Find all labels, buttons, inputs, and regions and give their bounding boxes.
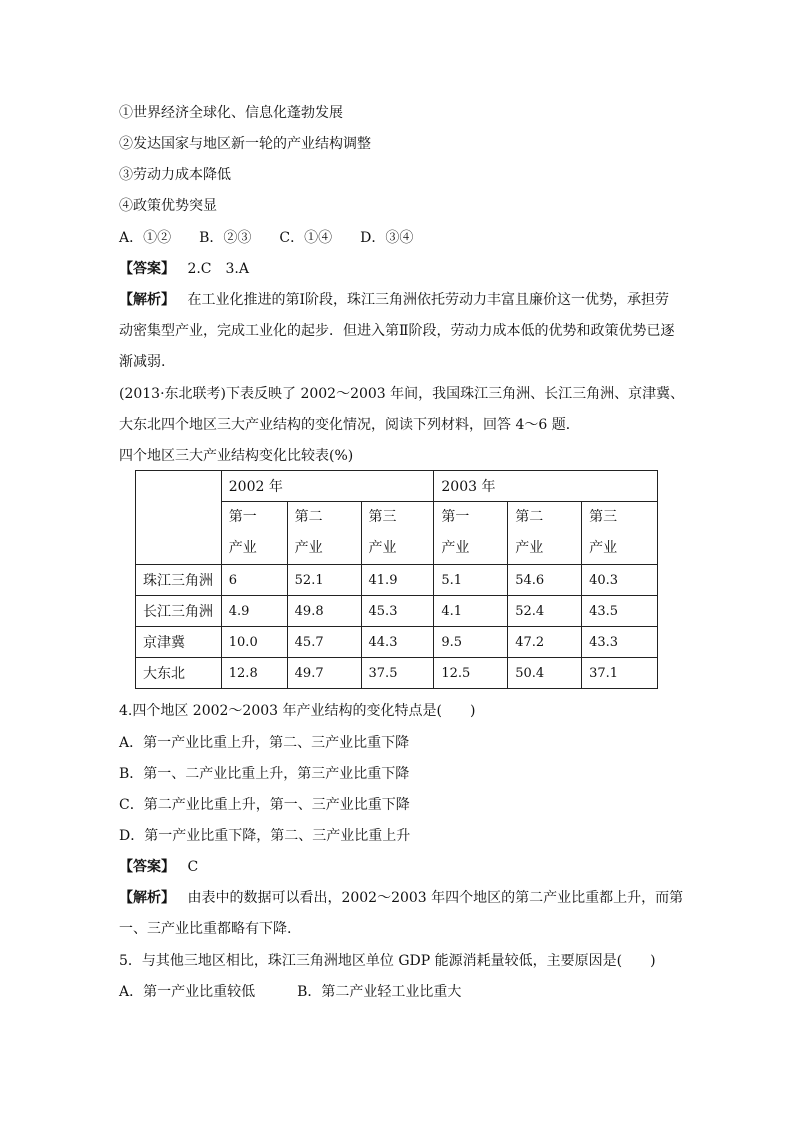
analysis-text-line: 由表中的数据可以看出，2002～2003 年四个地区的第二产业比重都上升，而第: [187, 890, 684, 906]
value-cell: 12.5: [434, 658, 508, 689]
table-row: [136, 565, 658, 596]
year-header: 2002 年: [221, 471, 434, 502]
table-row: [136, 658, 658, 689]
value-cell: 54.6: [508, 565, 582, 596]
value-cell: 45.3: [361, 596, 434, 627]
q4-stem: 4.四个地区 2002～2003 年产业结构的变化特点是( ): [119, 703, 476, 719]
value-cell: 44.3: [361, 627, 434, 658]
value-cell: 4.9: [221, 596, 287, 627]
q4-option-c: C．第二产业比重上升，第一、三产业比重下降: [119, 797, 410, 813]
option-line-2: ②发达国家与地区新一轮的产业结构调整: [119, 136, 371, 152]
value-cell: 4.1: [434, 596, 508, 627]
value-cell: 37.1: [582, 658, 658, 689]
q3-choices: A．①② B．②③ C．①④ D．③④: [119, 230, 414, 246]
sector-header: 第二 产业: [287, 502, 361, 565]
analysis-tag: 【解析】: [119, 890, 175, 906]
value-cell: 10.0: [221, 627, 287, 658]
intro-line: (2013·东北联考)下表反映了 2002～2003 年间，我国珠江三角洲、长江三角洲、京津冀、: [119, 386, 685, 402]
analysis-text-line: 在工业化推进的第Ⅰ阶段，珠江三角洲依托劳动力丰富且廉价这一优势，承担劳: [187, 292, 669, 308]
analysis-tag: 【解析】: [119, 292, 175, 308]
sector-header: 第一 产业: [434, 502, 508, 565]
value-cell: 45.7: [287, 627, 361, 658]
year-header: 2003 年: [434, 471, 658, 502]
value-cell: 49.8: [287, 596, 361, 627]
option-line-1: ①世界经济全球化、信息化蓬勃发展: [119, 105, 343, 121]
answer-block-1: [119, 260, 249, 278]
q4-option-d: D．第一产业比重下降，第二、三产业比重上升: [119, 828, 411, 844]
answer-tag: 【答案】: [119, 261, 175, 277]
sector-header: 第三 产业: [582, 502, 658, 565]
q4-option-a: A．第一产业比重上升，第二、三产业比重下降: [119, 735, 410, 751]
analysis-text-line: 动密集型产业，完成工业化的起步．但进入第Ⅱ阶段，劳动力成本低的优势和政策优势已逐: [119, 323, 675, 339]
answer-text: C: [187, 859, 199, 875]
value-cell: 43.3: [582, 627, 658, 658]
value-cell: 37.5: [361, 658, 434, 689]
value-cell: 52.1: [287, 565, 361, 596]
analysis-block-1: [119, 291, 669, 309]
region-cell: 大东北: [136, 658, 222, 689]
value-cell: 41.9: [361, 565, 434, 596]
analysis-text-line: 一、三产业比重都略有下降.: [119, 921, 292, 937]
value-cell: 47.2: [508, 627, 582, 658]
region-cell: 珠江三角洲: [136, 565, 222, 596]
region-cell: 京津冀: [136, 627, 222, 658]
option-line-4: ④政策优势突显: [119, 198, 217, 214]
value-cell: 49.7: [287, 658, 361, 689]
answer-block-2: [119, 858, 198, 876]
value-cell: 9.5: [434, 627, 508, 658]
sector-header: 第二 产业: [508, 502, 582, 565]
value-cell: 43.5: [582, 596, 658, 627]
q5-options: A．第一产业比重较低 B．第二产业轻工业比重大: [119, 984, 462, 1000]
industry-structure-table: [135, 470, 658, 689]
table-corner-cell: [136, 471, 222, 565]
value-cell: 6: [221, 565, 287, 596]
value-cell: 12.8: [221, 658, 287, 689]
intro-line: 大东北四个地区三大产业结构的变化情况，阅读下列材料，回答 4～6 题．: [119, 417, 580, 433]
q4-option-b: B．第一、二产业比重上升，第三产业比重下降: [119, 766, 410, 782]
analysis-block-2: [119, 889, 683, 907]
value-cell: 5.1: [434, 565, 508, 596]
option-line-3: ③劳动力成本降低: [119, 167, 231, 183]
sector-header: 第一 产业: [221, 502, 287, 565]
table-caption: 四个地区三大产业结构变化比较表(%): [119, 448, 354, 464]
table-row: [136, 627, 658, 658]
region-cell: 长江三角洲: [136, 596, 222, 627]
value-cell: 40.3: [582, 565, 658, 596]
answer-tag: 【答案】: [119, 859, 175, 875]
value-cell: 52.4: [508, 596, 582, 627]
value-cell: 50.4: [508, 658, 582, 689]
sector-header: 第三 产业: [361, 502, 434, 565]
q5-stem: 5．与其他三地区相比，珠江三角洲地区单位 GDP 能源消耗量较低，主要原因是( ): [119, 953, 656, 969]
analysis-text-line: 渐减弱.: [119, 354, 166, 370]
table-row: [136, 596, 658, 627]
answer-text: 2.C 3.A: [187, 261, 249, 277]
